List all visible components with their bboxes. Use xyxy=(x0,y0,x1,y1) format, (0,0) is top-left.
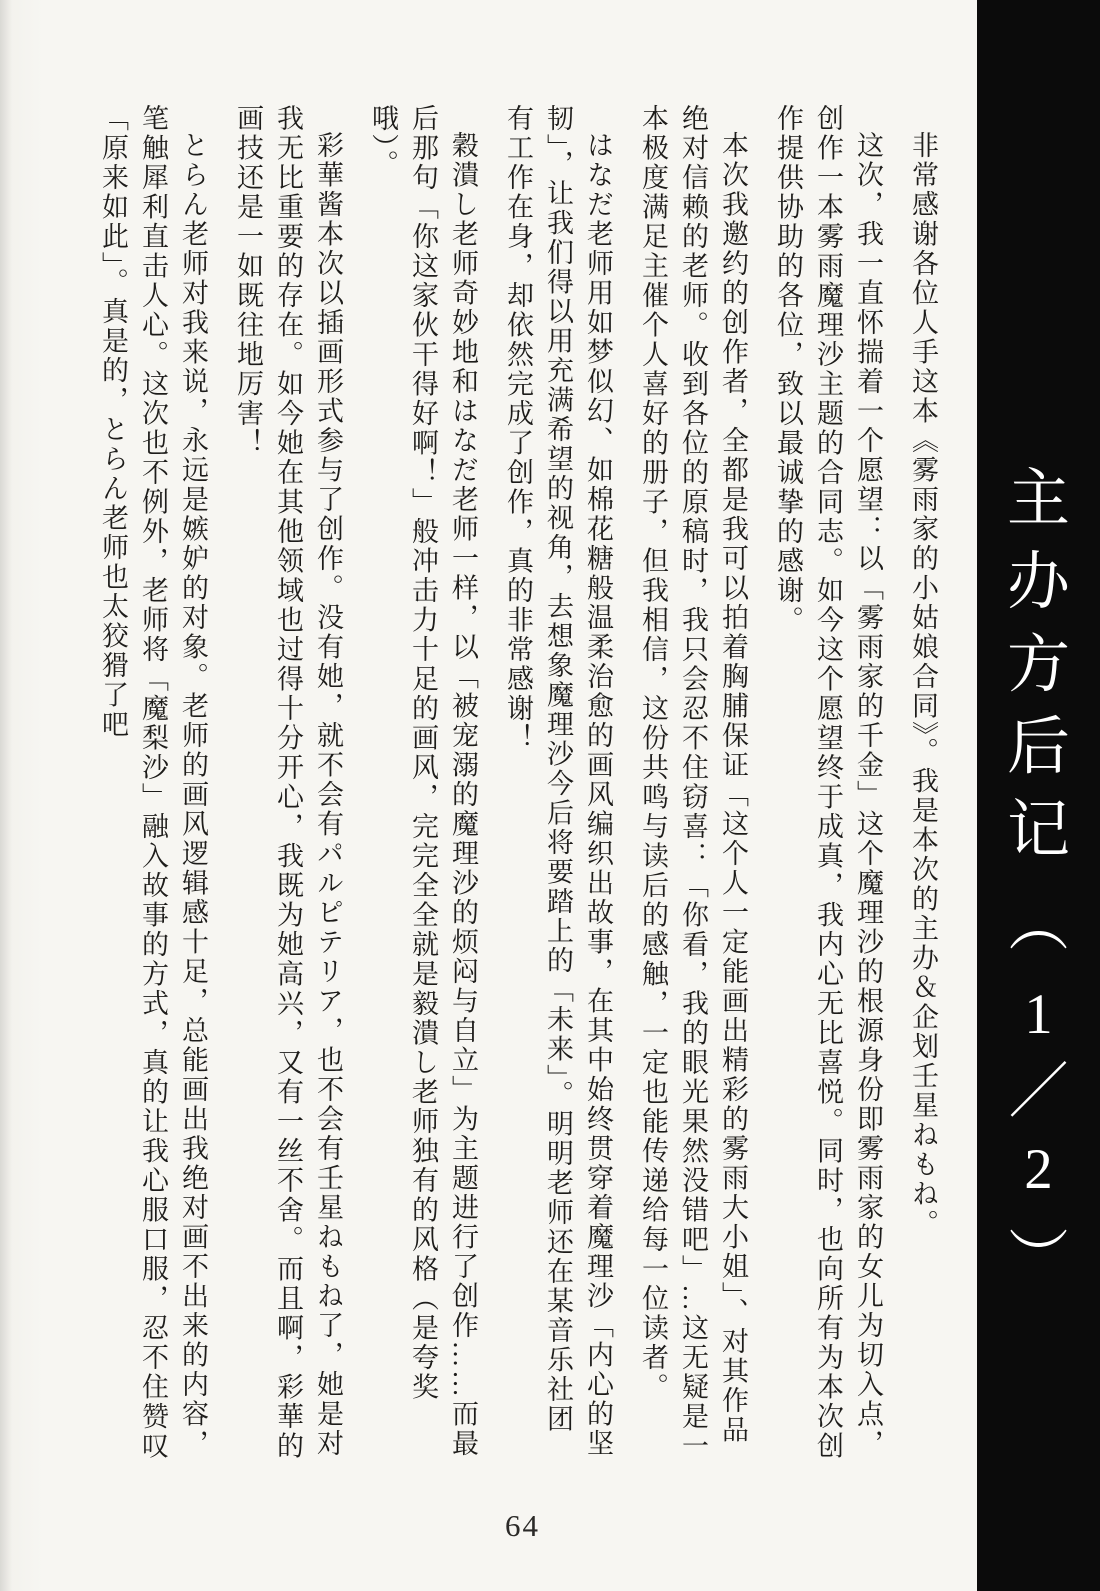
afterword-paragraph: とらん老师对我来说，永远是嫉妒的对象。老师的画风逻辑感十足，总能画出我绝对画不出来的内容，笔触犀利直击人心。这次也不例外，老师将「魔梨沙」融入故事的方式，真的让我心服口服，忍不住赞叹「原来如此」。真是的，とらん老师也太狡猾了吧 xyxy=(98,104,208,1461)
banner-title-char: 方 xyxy=(1007,629,1070,700)
banner-title-char: 主 xyxy=(1007,464,1070,534)
afterword-paragraph: 这次，我一直怀揣着一个愿望：以「雾雨家的千金」这个魔理沙的根源身份即雾雨家的女儿为切入点，创作一本雾雨魔理沙主题的合同志。如今这个愿望终于成真，我内心无比喜悦。同时，也向所有为本次创作提供协助的各位，致以最诚挚的感谢。 xyxy=(773,104,883,1461)
afterword-paragraph: 穀潰し老师奇妙地和はなだ老师一样，以「被宠溺的魔理沙的烦闷与自立」为主题进行了创作……而最后那句「你这家伙干得好啊！」般冲击力十足的画风，完完全全就是毅潰し老师独有的风格（是夸奖哦）。 xyxy=(368,104,478,1459)
banner-title-char: ︵ xyxy=(1008,891,1069,958)
afterword-paragraph: 本次我邀约的创作者，全都是我可以拍着胸脯保证「这个人一定能画出精彩的雾雨大小姐」、对其作品绝对信赖的老师。收到各位的原稿时，我只会忍不住窃喜：「你看，我的眼光果然没错吧」…这无疑是一本极度满足主催个人喜好的册子，但我相信，这份共鸣与读后的感触，一定也能传递给每一位读者。 xyxy=(638,104,748,1461)
afterword-paragraph: 彩華酱本次以插画形式参与了创作。没有她，就不会有パルピテリア，也不会有壬星ねもね了，她是对我无比重要的存在。如今她在其他领域也过得十分开心，我既为她高兴，又有一丝不舍。而且啊，彩華的画技还是一如既往地厉害！ xyxy=(233,104,343,1461)
page-number: 64 xyxy=(505,1508,540,1543)
afterword-paragraph: 非常感谢各位人手这本《雾雨家的小姑娘合同》。我是本次的主办＆企划壬星ねもね。 xyxy=(908,131,938,1239)
banner-title xyxy=(1007,466,1070,1304)
title-banner xyxy=(977,0,1100,1591)
banner-title-char: 2 xyxy=(1024,1137,1053,1201)
scan-edge-shading xyxy=(0,0,12,1591)
banner-title-char: 后 xyxy=(1007,712,1070,783)
banner-title-char: 办 xyxy=(1007,546,1070,617)
banner-title-char: ︶ xyxy=(1008,1225,1069,1292)
afterword-paragraph: はなだ老师用如梦似幻、如棉花糖般温柔治愈的画风编织出故事，在其中始终贯穿着魔理沙「内心的坚韧」，让我们得以用充满希望的视角，去想象魔理沙今后将要踏上的「未来」。明明老师还在某音乐社团有工作在身，却依然完成了创作，真的非常感谢！ xyxy=(503,104,613,1459)
afterword-text xyxy=(93,104,943,1462)
banner-title-char: 1 xyxy=(1024,982,1053,1046)
banner-title-char: ／ xyxy=(1008,1058,1069,1125)
banner-title-char: 记 xyxy=(1007,795,1070,866)
